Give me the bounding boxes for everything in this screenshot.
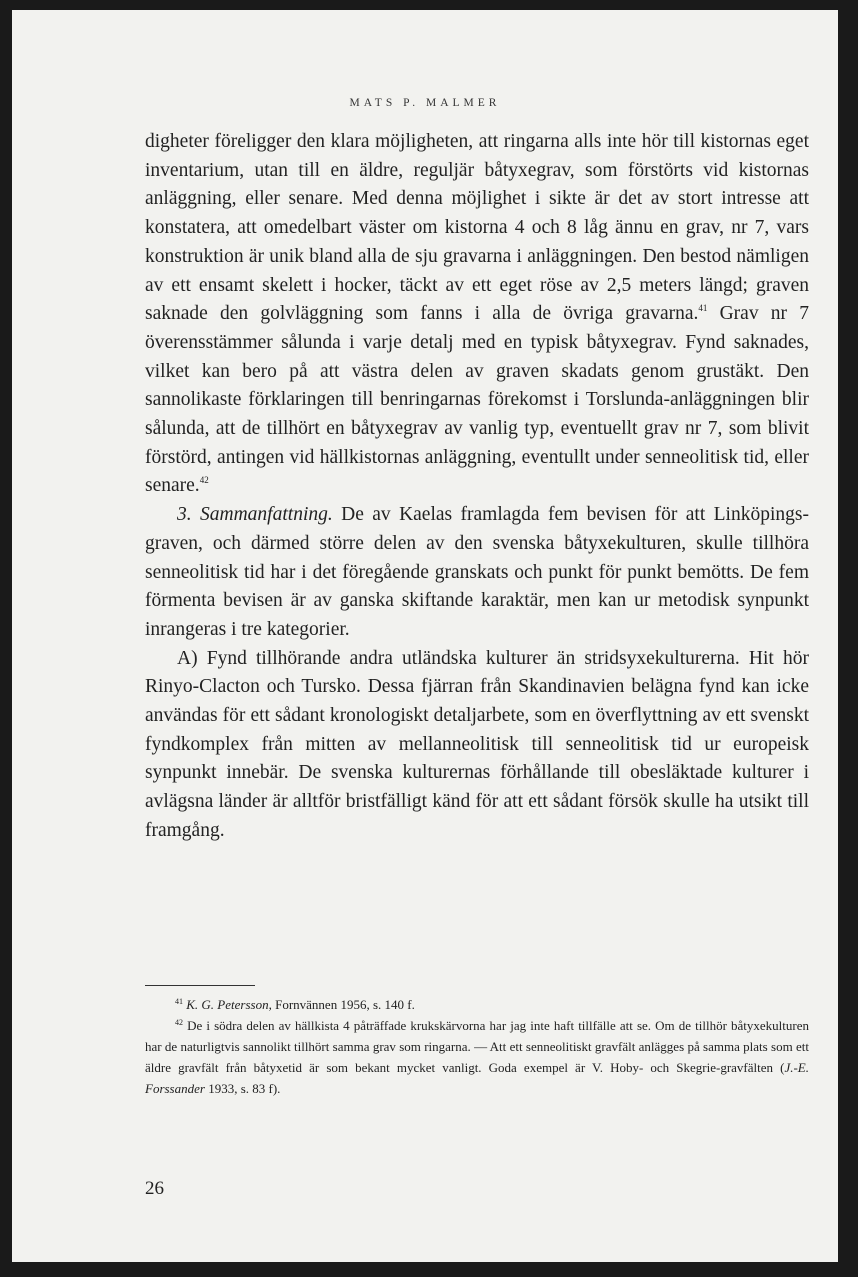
footnote-ref-41[interactable]: 41 [698,303,708,314]
footnote-text: Fornvännen 1956, s. 140 f. [271,997,415,1012]
footnote-41 [145,994,809,1015]
footnote-42 [145,1015,809,1099]
footnotes [145,994,809,1099]
paragraph-2 [145,501,809,645]
running-header: MATS P. MALMER [349,97,501,109]
paragraph-1-text: digheter föreligger den klara möjligheten, att ringarna alls inte hör till kistornas eget inventarium, utan till en äldre, reguljär båtyxegrav, som förstörts vid kistornas anläggning, eller senare. Med denna möjlighet i sikte är det av stort intresse att konstatera, att omedelbart väster om kistorna 4 och 8 låg ännu en grav, nr 7, vars konstruktion är unik bland alla de sju gravarna i anläggningen. Den bestod nämligen av ett ensamt skelett i hocker, täckt av ett eget röse av 2,5 meters längd; graven saknade den golvläggning som fanns i alla de övriga gravarna. [145,131,809,325]
footnote-text-end: 1933, s. 83 f). [204,1081,281,1096]
section-heading: 3. Sammanfattning. [177,504,333,526]
paragraph-1-text-cont: Grav nr 7 överensstämmer sålunda i varje detalj med en typisk båtyxegrav. Fynd saknades, vilket kan bero på att västra delen av graven skadats genom grustäkt. Den sannolikaste förklaringen till benringarnas förekomst i Torslunda-anläggningen blir sålunda, att de tillhört en båtyxegrav av vanlig typ, eventuellt grav nr 7, som blivit förstörd, antingen vid hällkistornas anläggning, eventullt under senneolitisk tid, eller senare. [145,303,809,497]
body-text [145,128,809,846]
paragraph-2-text: De av Kaelas framlagda fem bevisen för att Linköpings-graven, och därmed större delen av den svenska båtyxekulturen, skulle tillhöra senneolitisk tid har i det föregående granskats och punkt för punkt bemötts. De fem förmenta bevisen är av ganska skiftande karaktär, men kan ur metodisk synpunkt inrangeras i tre kategorier. [145,504,809,640]
footnote-number: 41 [175,997,183,1006]
paragraph-3-text: A) Fynd tillhörande andra utländska kulturer än stridsyxekulturerna. Hit hör Rinyo-Clacton och Tursko. Dessa fjärran från Skandinavien belägna fynd kan icke användas för ett sådant kronologiskt detaljarbete, som en överflyttning av ett svenskt fyndkomplex från mitten av mellanneolitisk till senneolitisk tid ur europeisk synpunkt innebär. De svenska kulturernas förhållande till obesläktade kulturer i avlägsna länder är alltför bristfälligt känd för att ett sådant försök skulle ha utsikt till framgång. [145,647,809,841]
paragraph-3 [145,645,809,846]
footnote-text: De i södra delen av hällkista 4 påträffade krukskärvorna har jag inte haft tillfälle att se. Om de tillhör båtyxekulturen har de naturligtvis sannolikt tillhört samma grav som ringarna. — Att ett senneolitiskt gravfält anlägges på samma plats som ett äldre gravfält från båtyxetid är som bekant mycket vanligt. Goda exempel är V. Hoby- och Skegrie-gravfälten ( [145,1018,809,1075]
page-number: 26 [145,1178,164,1199]
footnote-number: 42 [175,1018,183,1027]
footnote-divider [145,985,255,986]
book-page [12,10,838,1262]
paragraph-1 [145,128,809,501]
footnote-ref-42[interactable]: 42 [199,475,209,486]
footnote-author: J.-E. Forssander [145,1060,809,1096]
footnote-author: K. G. Petersson, [186,997,272,1012]
